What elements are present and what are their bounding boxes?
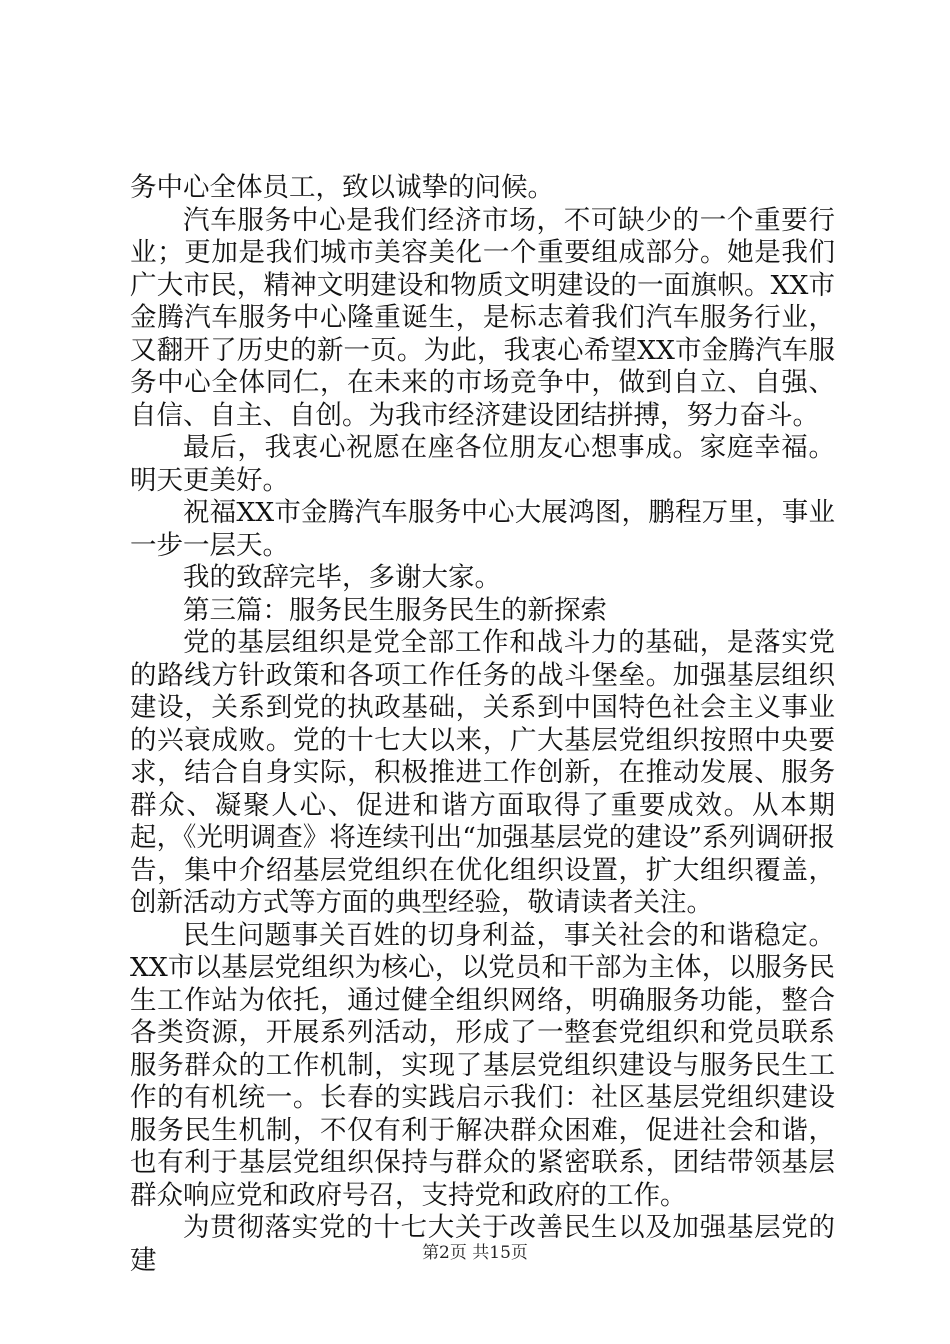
- paragraph-best-wishes: 最后，我衷心祝愿在座各位朋友心想事成。家庭幸福。明天更美好。: [130, 432, 835, 496]
- document-body: [130, 172, 835, 1277]
- paragraph-party-grassroots: 党的基层组织是党全部工作和战斗力的基础，是落实党的路线方针政策和各项工作任务的战斗堡垒。加强基层组织建设，关系到党的执政基础，关系到中国特色社会主义事业的兴衰成败。党的十七大以来，广大基层党组织按照中央要求，结合自身实际，积极推进工作创新，在推动发展、服务群众、凝聚人心、促进和谐方面取得了重要成效。从本期起，《光明调查》将连续刊出“加强基层党的建设”系列调研报告，集中介绍基层党组织在优化组织设置，扩大组织覆盖，创新活动方式等方面的典型经验，敬请读者关注。: [130, 627, 835, 918]
- paragraph-livelihood: 民生问题事关百姓的切身利益，事关社会的和谐稳定。XX市以基层党组织为核心，以党员和干部为主体，以服务民生工作站为依托，通过健全组织网络，明确服务功能，整合各类资源，开展系列活动，形成了一整套党组织和党员联系服务群众的工作机制，实现了基层党组织建设与服务民生工作的有机统一。长春的实践启示我们：社区基层党组织建设服务民生机制，不仅有利于解决群众困难，促进社会和谐，也有利于基层党组织保持与群众的紧密联系，团结带领基层群众响应党和政府号召，支持党和政府的工作。: [130, 919, 835, 1211]
- section-heading: 第三篇：服务民生服务民生的新探索: [183, 594, 607, 626]
- paragraph-closing: 我的致辞完毕，多谢大家。: [183, 562, 501, 593]
- paragraph-implementation: 为贯彻落实党的十七大关于改善民生以及加强基层党的建: [130, 1212, 835, 1276]
- paragraph-continuation: 务中心全体员工，致以诚挚的问候。: [130, 172, 554, 203]
- paragraph-blessing: 祝福XX市金腾汽车服务中心大展鸿图，鹏程万里，事业一步一层天。: [130, 497, 835, 561]
- page-number-footer: 第2页 共15页: [422, 1243, 528, 1263]
- paragraph-auto-service-center: 汽车服务中心是我们经济市场，不可缺少的一个重要行业；更加是我们城市美容美化一个重要组成部分。她是我们广大市民，精神文明建设和物质文明建设的一面旗帜。XX市金腾汽车服务中心隆重诞生，是标志着我们汽车服务行业，又翻开了历史的新一页。为此，我衷心希望XX市金腾汽车服务中心全体同仁，在未来的市场竞争中，做到自立、自强、自信、自主、自创。为我市经济建设团结拼搏，努力奋斗。: [130, 204, 835, 431]
